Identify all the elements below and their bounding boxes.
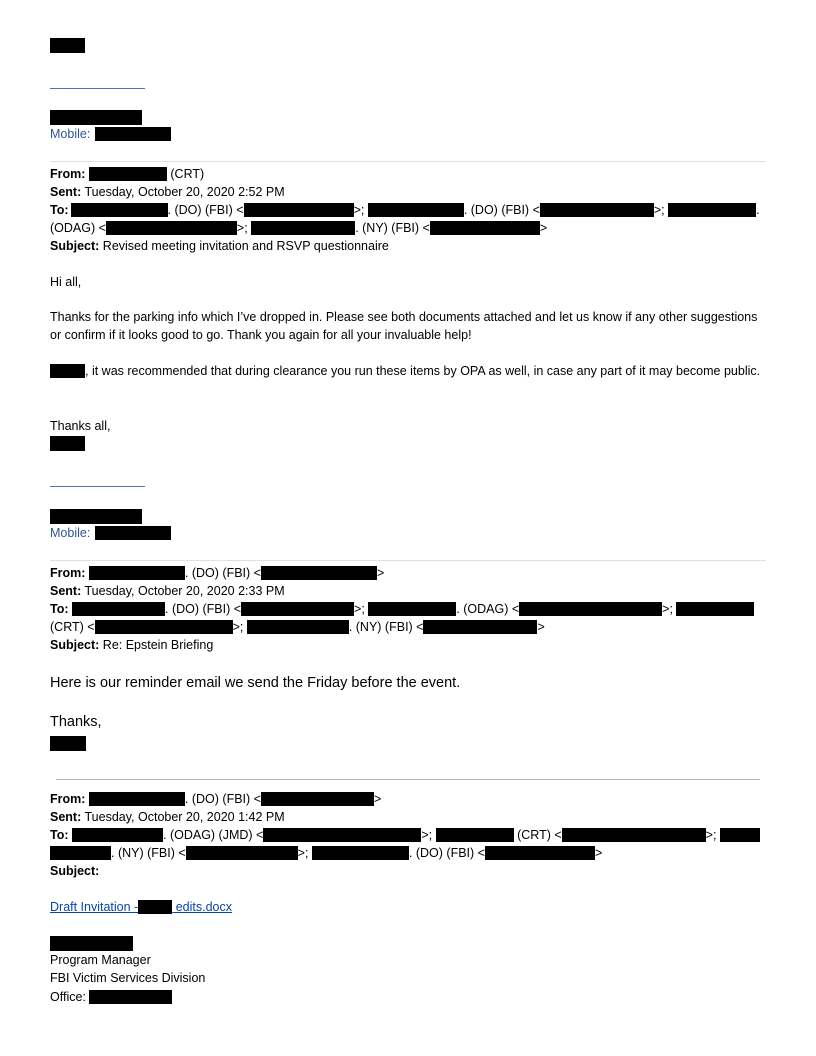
sent-value: Tuesday, October 20, 2020 2:33 PM xyxy=(84,584,285,598)
recipient-text: . (NY) (FBI) < xyxy=(355,221,430,235)
sender-text: . (DO) (FBI) < xyxy=(184,792,261,806)
to-line-continued xyxy=(50,845,602,861)
sent-label: Sent: xyxy=(50,810,82,824)
greeting: Hi all, xyxy=(50,275,82,289)
recipient-text: (CRT) < xyxy=(50,620,95,634)
signature-divider xyxy=(50,88,145,89)
redacted-sender xyxy=(89,167,167,181)
redacted-recipient xyxy=(251,221,355,235)
recipient-text: >; xyxy=(353,203,365,217)
redacted-recipient xyxy=(368,203,464,217)
from-suffix: (CRT) xyxy=(170,167,205,181)
redacted-phone xyxy=(95,526,171,540)
to-line-continued xyxy=(50,220,547,236)
sender-text: . (DO) (FBI) < xyxy=(184,566,261,580)
sent-label: Sent: xyxy=(50,185,82,199)
redacted-name xyxy=(50,364,85,378)
recipient-text: >; xyxy=(653,203,665,217)
sender-text: > xyxy=(376,566,385,580)
signature-title: Program Manager xyxy=(50,953,151,967)
redacted-email xyxy=(95,620,233,634)
office-label: Office: xyxy=(50,990,86,1004)
redacted-email xyxy=(485,846,595,860)
body-text: , it was recommended that during clearance you run these items by OPA as well, in case any part of it may become public. xyxy=(85,364,761,378)
subject-line xyxy=(50,238,389,254)
body-paragraph xyxy=(50,362,770,380)
recipient-text: . (DO) (FBI) < xyxy=(408,846,485,860)
redacted-name xyxy=(50,736,86,751)
to-label: To: xyxy=(50,203,69,217)
redacted-email xyxy=(261,792,374,806)
closing: Thanks, xyxy=(50,714,102,730)
sent-label: Sent: xyxy=(50,584,82,598)
signature-divider xyxy=(50,486,145,487)
recipient-text: (CRT) < xyxy=(517,828,562,842)
attachment-link-suffix[interactable]: edits.docx xyxy=(172,900,232,914)
redacted-email xyxy=(261,566,377,580)
recipient-text: >; xyxy=(705,828,717,842)
recipient-text: > xyxy=(539,221,548,235)
redacted-recipient xyxy=(50,846,111,860)
email-separator xyxy=(50,560,766,561)
sent-value: Tuesday, October 20, 2020 2:52 PM xyxy=(84,185,285,199)
sent-value: Tuesday, October 20, 2020 1:42 PM xyxy=(84,810,285,824)
subject-label: Subject: xyxy=(50,864,100,878)
recipient-text: . xyxy=(756,203,760,217)
redacted-name xyxy=(50,509,142,524)
to-line-continued xyxy=(50,619,545,635)
recipient-text: >; xyxy=(232,620,244,634)
from-label: From: xyxy=(50,167,86,181)
email-separator xyxy=(50,161,766,162)
mobile-line xyxy=(50,126,171,142)
recipient-text: >; xyxy=(354,602,365,616)
redacted-name xyxy=(50,936,133,951)
closing: Thanks all, xyxy=(50,419,111,433)
redacted-recipient xyxy=(72,828,163,842)
redacted-name xyxy=(138,900,172,914)
redacted-recipient xyxy=(247,620,349,634)
redacted-name xyxy=(50,110,142,125)
redacted-recipient xyxy=(312,846,409,860)
body-paragraph: Thanks for the parking info which I’ve dropped in. Please see both documents attached and let us know if any other suggestions or confirm if it looks good to go. Thank you again for all your invaluable help! xyxy=(50,310,758,342)
redacted-email xyxy=(562,828,706,842)
recipient-text: . (DO) (FBI) < xyxy=(165,602,242,616)
redacted-email xyxy=(244,203,354,217)
redacted-sender xyxy=(89,792,185,806)
to-line xyxy=(50,827,760,843)
recipient-text: > xyxy=(594,846,603,860)
recipient-text: (ODAG) < xyxy=(50,221,106,235)
redacted-recipient xyxy=(368,602,456,616)
sender-text: > xyxy=(373,792,382,806)
sent-line xyxy=(50,184,285,200)
redacted-email xyxy=(241,602,354,616)
subject-value: Re: Epstein Briefing xyxy=(102,638,214,652)
attachment-link-prefix[interactable]: Draft Invitation - xyxy=(50,900,139,914)
redacted-recipient xyxy=(676,602,754,616)
mobile-line xyxy=(50,525,171,541)
to-line xyxy=(50,601,754,617)
redacted-email xyxy=(106,221,237,235)
attachment-link[interactable] xyxy=(50,899,232,915)
redacted-email xyxy=(423,620,537,634)
redacted-phone xyxy=(89,990,172,1004)
sent-line xyxy=(50,809,285,825)
redacted-email xyxy=(519,602,662,616)
recipient-text: . (ODAG) (JMD) < xyxy=(163,828,264,842)
redacted-sender xyxy=(89,566,185,580)
subject-label: Subject: xyxy=(50,239,100,253)
signature-division: FBI Victim Services Division xyxy=(50,971,206,985)
recipient-text: . (ODAG) < xyxy=(456,602,520,616)
body-paragraph: Here is our reminder email we send the Friday before the event. xyxy=(50,675,461,691)
to-label: To: xyxy=(50,828,69,842)
mobile-label: Mobile: xyxy=(50,526,91,540)
from-line xyxy=(50,565,384,581)
recipient-text: >; xyxy=(662,602,673,616)
subject-value: Revised meeting invitation and RSVP questionnaire xyxy=(102,239,389,253)
recipient-text: >; xyxy=(236,221,248,235)
mobile-label: Mobile: xyxy=(50,127,91,141)
subject-line xyxy=(50,637,213,653)
redacted-email xyxy=(430,221,540,235)
signature-office xyxy=(50,989,172,1005)
from-line xyxy=(50,791,381,807)
subject-line xyxy=(50,863,99,879)
redacted-recipient xyxy=(71,203,168,217)
recipient-text: . (DO) (FBI) < xyxy=(463,203,540,217)
redacted-email xyxy=(186,846,298,860)
sent-line xyxy=(50,583,285,599)
redacted-name xyxy=(50,436,85,451)
recipient-text: > xyxy=(537,620,545,634)
redacted-recipient xyxy=(72,602,165,616)
redacted-recipient xyxy=(720,828,760,842)
recipient-text: . (NY) (FBI) < xyxy=(348,620,424,634)
to-line xyxy=(50,202,760,218)
email-separator xyxy=(56,779,760,780)
recipient-text: >; xyxy=(421,828,433,842)
recipient-text: . (NY) (FBI) < xyxy=(111,846,186,860)
redacted-name xyxy=(50,38,85,53)
redacted-email xyxy=(540,203,654,217)
subject-label: Subject: xyxy=(50,638,100,652)
recipient-text: . (DO) (FBI) < xyxy=(167,203,244,217)
to-label: To: xyxy=(50,602,69,616)
redacted-recipient xyxy=(668,203,756,217)
from-label: From: xyxy=(50,792,86,806)
redacted-phone xyxy=(95,127,171,141)
recipient-text: >; xyxy=(297,846,309,860)
redacted-email xyxy=(263,828,421,842)
from-line xyxy=(50,166,204,182)
from-label: From: xyxy=(50,566,86,580)
redacted-recipient xyxy=(436,828,514,842)
